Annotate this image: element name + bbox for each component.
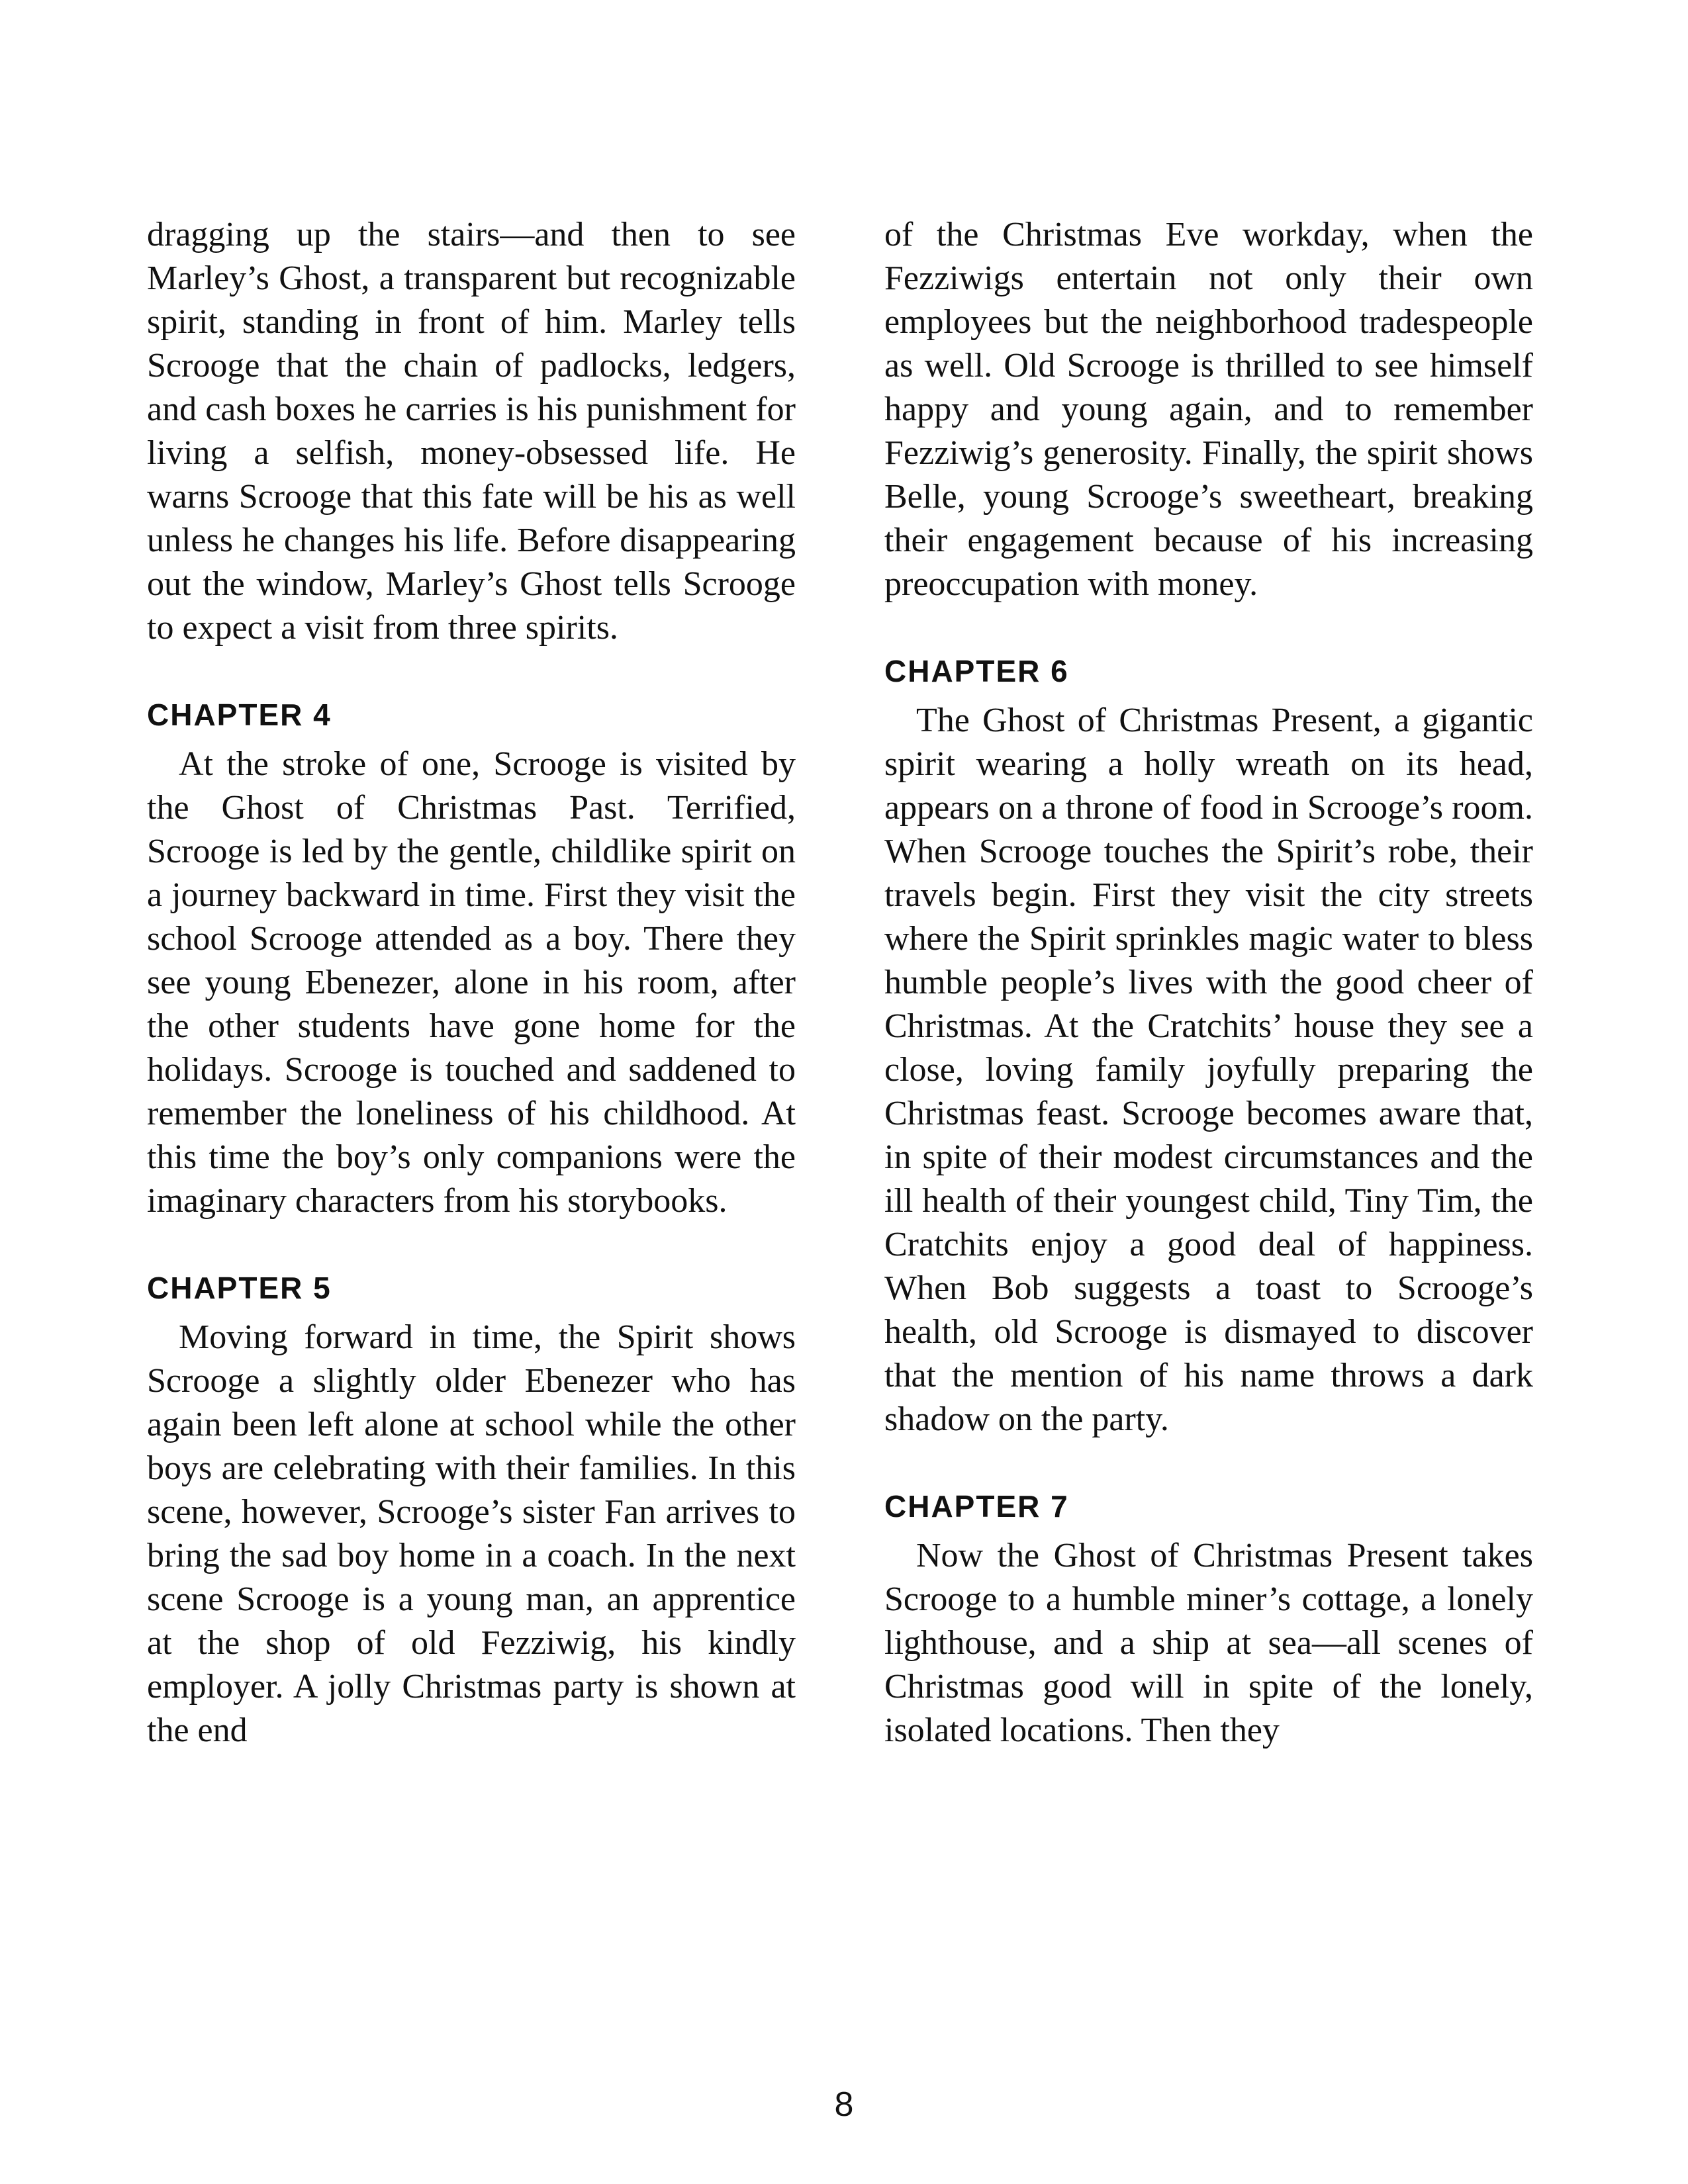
chapter-4-paragraph: At the stroke of one, Scrooge is visited by the Ghost of Christmas Past. Terrified, Scrooge is led by the gentle, childlike spirit on a journey backward in time. First they visit the school Scrooge attended as a boy. There they see young Ebenezer, alone in his room, after the other students have gone home for the holidays. Scrooge is touched and saddened to remember the loneliness of his childhood. At this time the boy’s only companions were the imaginary characters from his storybooks. — [147, 745, 796, 1220]
chapter-6-heading: CHAPTER 6 — [884, 654, 1069, 688]
chapter-7-paragraph: Now the Ghost of Christmas Present takes Scrooge to a humble miner’s cottage, a lonely lighthouse, and a ship at sea—all scenes of Christmas good will in spite of the lonely, isolated locations. Then they — [884, 1537, 1533, 1749]
chapter-5-heading: CHAPTER 5 — [147, 1271, 332, 1305]
chapter-7-heading: CHAPTER 7 — [884, 1489, 1069, 1524]
continued-paragraph: dragging up the stairs—and then to see Marley’s Ghost, a transparent but recognizable spirit, standing in front of him. Marley tells Scrooge that the chain of padlocks, ledgers, and cash boxes he carries is his punishment for living a selfish, money-obsessed life. He warns Scrooge that this fate will be his as well unless he changes his life. Before disappearing out the window, Marley’s Ghost tells Scrooge to expect a visit from three spirits. — [147, 216, 796, 647]
chapter-4-heading: CHAPTER 4 — [147, 698, 332, 732]
chapter-6-paragraph: The Ghost of Christmas Present, a gigantic spirit wearing a holly wreath on its head, appears on a throne of food in Scrooge’s room. When Scrooge touches the Spirit’s robe, their travels begin. First they visit the city streets where the Spirit sprinkles magic water to bless humble people’s lives with the good cheer of Christmas. At the Cratchits’ house they see a close, loving family joyfully preparing the Christmas feast. Scrooge becomes aware that, in spite of their modest circumstances and the ill health of their youngest child, Tiny Tim, the Cratchits enjoy a good deal of happiness. When Bob suggests a toast to Scrooge’s health, old Scrooge is dismayed to discover that the mention of his name throws a dark shadow on the party. — [884, 702, 1533, 1438]
right-column — [884, 213, 1533, 1752]
page-number: 8 — [834, 2085, 854, 2124]
continued-paragraph: of the Christmas Eve workday, when the Fezziwigs entertain not only their own employees but the neighborhood tradespeople as well. Old Scrooge is thrilled to see himself happy and young again, and to remember Fezziwig’s generosity. Finally, the spirit shows Belle, young Scrooge’s sweetheart, breaking their engagement because of his increasing preoccupation with money. — [884, 216, 1533, 603]
chapter-5-paragraph: Moving forward in time, the Spirit shows Scrooge a slightly older Ebenezer who has again been left alone at school while the other boys are celebrating with their families. In this scene, however, Scrooge’s sister Fan arrives to bring the sad boy home in a coach. In the next scene Scrooge is a young man, an apprentice at the shop of old Fezziwig, his kindly employer. A jolly Christmas party is shown at the end — [147, 1318, 796, 1749]
left-column — [147, 213, 796, 1752]
